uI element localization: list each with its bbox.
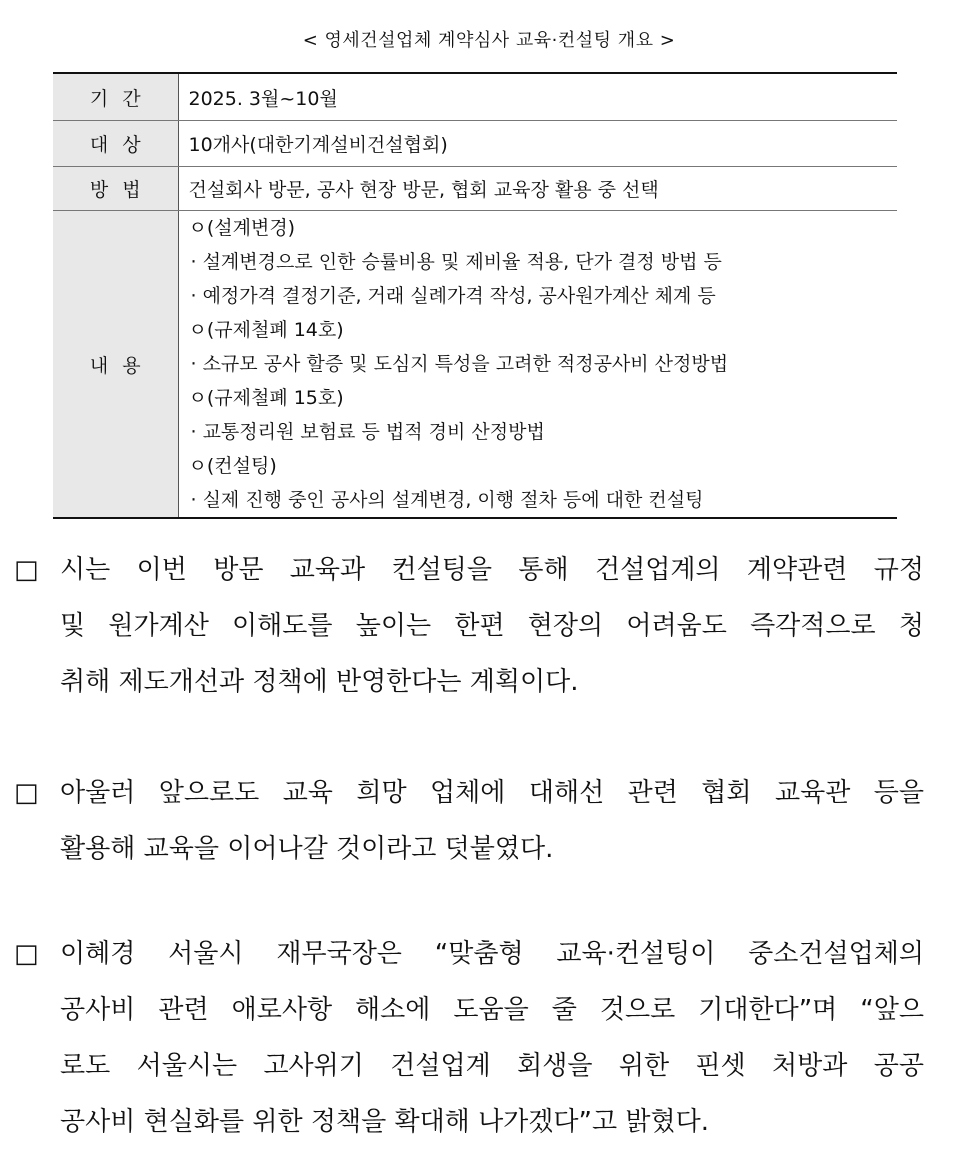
paragraph-plan	[14, 542, 924, 710]
content-line: ㅇ(설계변경)	[188, 217, 296, 239]
table-row	[53, 73, 897, 121]
table-row	[53, 167, 897, 211]
square-bullet-icon: □	[14, 555, 39, 585]
content-line: · 교통정리원 보험료 등 법적 경비 산정방법	[190, 421, 545, 443]
row-value-target: 10개사(대한기계설비건설협회)	[178, 121, 897, 167]
row-label-method: 방법	[53, 167, 178, 211]
row-value-content	[178, 211, 897, 519]
overview-table	[53, 72, 897, 519]
paragraph-line: 공사비 관련 애로사항 해소에 도움을 줄 것으로 기대한다”며 “앞으	[60, 995, 924, 1025]
row-label-period: 기간	[53, 73, 178, 121]
paragraph-line: 로도 서울시는 고사위기 건설업계 회생을 위한 핀셋 처방과 공공	[60, 1051, 924, 1081]
row-value-method: 건설회사 방문, 공사 현장 방문, 협회 교육장 활용 중 선택	[178, 167, 897, 211]
square-bullet-icon: □	[14, 939, 39, 969]
paragraph-line: 아울러 앞으로도 교육 희망 업체에 대해선 관련 협회 교육관 등을	[60, 778, 924, 808]
square-bullet-icon: □	[14, 778, 39, 808]
content-line: ㅇ(규제철폐 15호)	[188, 387, 344, 409]
paragraph-line: 이혜경 서울시 재무국장은 “맞춤형 교육·컨설팅이 중소건설업체의	[60, 939, 924, 969]
table-row	[53, 211, 897, 519]
content-line: · 소규모 공사 할증 및 도심지 특성을 고려한 적정공사비 산정방법	[190, 353, 729, 375]
content-line: · 설계변경으로 인한 승률비용 및 제비율 적용, 단가 결정 방법 등	[190, 251, 722, 273]
paragraph-future	[14, 765, 924, 877]
paragraph-line: 활용해 교육을 이어나갈 것이라고 덧붙였다.	[60, 834, 554, 864]
paragraph-line: 공사비 현실화를 위한 정책을 확대해 나가겠다”고 밝혔다.	[60, 1107, 709, 1137]
paragraph-line: 및 원가계산 이해도를 높이는 한편 현장의 어려움도 즉각적으로 청	[60, 611, 924, 641]
row-label-content: 내용	[53, 211, 178, 519]
content-line: · 예정가격 결정기준, 거래 실례가격 작성, 공사원가계산 체계 등	[190, 285, 716, 307]
table-row	[53, 121, 897, 167]
overview-title: < 영세건설업체 계약심사 교육·컨설팅 개요 >	[302, 30, 676, 51]
content-line: ㅇ(컨설팅)	[188, 455, 277, 477]
row-value-period: 2025. 3월~10월	[178, 73, 897, 121]
row-label-target: 대상	[53, 121, 178, 167]
paragraph-line: 시는 이번 방문 교육과 컨설팅을 통해 건설업계의 계약관련 규정	[60, 555, 924, 585]
content-line: ㅇ(규제철폐 14호)	[188, 319, 344, 341]
paragraph-quote	[14, 926, 924, 1150]
paragraph-line: 취해 제도개선과 정책에 반영한다는 계획이다.	[60, 667, 579, 697]
content-line: · 실제 진행 중인 공사의 설계변경, 이행 절차 등에 대한 컨설팅	[190, 489, 704, 511]
